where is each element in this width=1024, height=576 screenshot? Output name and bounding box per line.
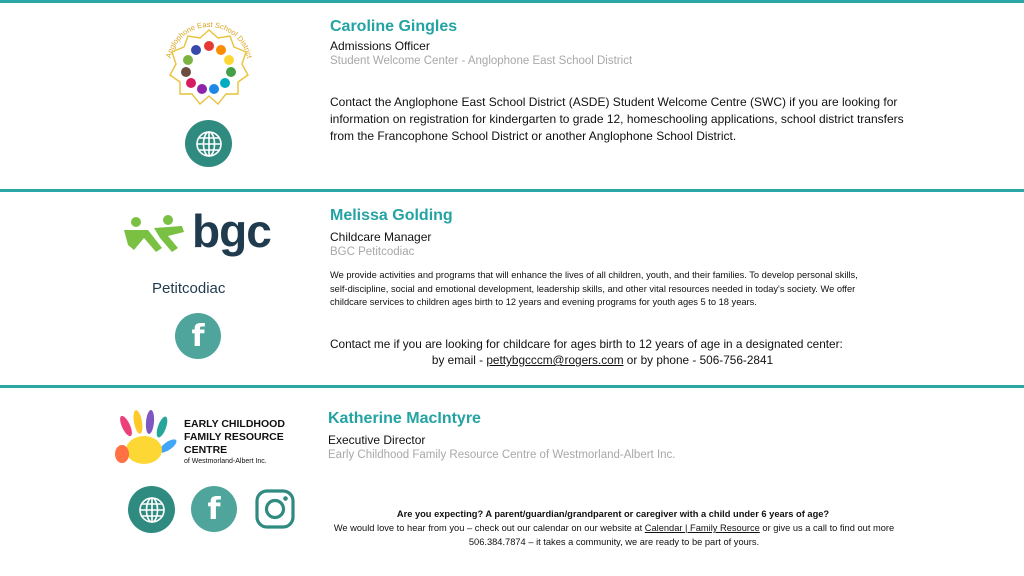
bgc-logo-location: Petitcodiac — [152, 280, 226, 297]
ecfrc-body-prefix: We would love to hear from you – check out our calendar on our website at — [333, 523, 645, 533]
contact-card-asd — [0, 0, 1024, 189]
handprint-icon — [112, 410, 178, 472]
contact-organization: Early Childhood Family Resource Centre of Westmorland-Albert Inc. — [328, 449, 676, 461]
contact-organization: Student Welcome Center - Anglophone East School District — [330, 55, 633, 67]
facebook-icon: f — [191, 318, 205, 354]
instagram-button[interactable] — [252, 486, 298, 532]
bgc-figures-icon — [122, 214, 188, 258]
asd-logo — [160, 22, 258, 108]
instagram-icon — [253, 487, 297, 531]
contact-card-bgc — [0, 192, 1024, 385]
ecfrc-question: Are you expecting? A parent/guardian/grandparent or caregiver with a child under 6 years of age? — [396, 509, 830, 519]
bgc-logo — [118, 205, 278, 274]
contact-description: Contact the Anglophone East School District (ASDE) Student Welcome Centre (SWC) if you are looking for information on registration for kindergarten to grade 12, homeschooling applications, school district transfers from the Francophone School District or another Anglophone School District. — [330, 95, 904, 143]
website-button[interactable] — [185, 120, 232, 167]
asd-logo-text: Anglophone East School District — [163, 22, 255, 60]
email-link[interactable]: pettybgcccm@rogers.com — [486, 353, 624, 367]
contact-role: Admissions Officer — [330, 39, 430, 53]
ecfrc-logo-sub: of Westmorland-Albert Inc. — [184, 458, 267, 465]
email-prefix: by email - — [431, 353, 487, 367]
contact-name: Caroline Gingles — [330, 18, 458, 35]
contact-role: Executive Director — [328, 433, 426, 447]
ecfrc-logo — [112, 410, 302, 472]
contact-organization: BGC Petitcodiac — [330, 246, 415, 258]
facebook-icon: f — [207, 491, 221, 527]
phone-text: or by phone - 506-756-2841 — [623, 353, 774, 367]
childcare-contact-details — [330, 352, 875, 368]
facebook-button[interactable] — [175, 313, 221, 359]
childcare-contact-line: Contact me if you are looking for childcare for ages birth to 12 years of age in a designated center: — [330, 337, 843, 351]
contact-card-ecfrc — [0, 388, 1024, 576]
globe-icon — [137, 495, 167, 525]
ecfrc-body — [328, 521, 900, 549]
contact-description: We provide activities and programs that will enhance the lives of all children, youth, and their families. To develop personal skills, self-discipline, social and emotional development, leadership skills, and other vital resources needed in today's society. We offer childcare services to children ages birth to 12 years and evening programs for youth ages 5 to 18 years. — [330, 270, 858, 307]
bgc-logo-wordmark: bgc — [192, 205, 271, 257]
globe-icon — [194, 129, 224, 159]
svg-text:Anglophone East School Distric — [164, 22, 254, 60]
contact-name: Katherine MacIntyre — [328, 410, 481, 427]
contact-name: Melissa Golding — [330, 207, 453, 224]
facebook-button[interactable] — [191, 486, 237, 532]
contact-role: Childcare Manager — [330, 230, 432, 244]
website-button[interactable] — [128, 486, 175, 533]
ecfrc-body-suffix: or give us a call to find out more 506.384.7874 – it takes a community, we are ready to be part of yours. — [468, 523, 895, 547]
ecfrc-logo-title: EARLY CHILDHOOD FAMILY RESOURCE CENTRE — [184, 418, 285, 456]
calendar-link[interactable]: Calendar | Family Resource — [644, 523, 760, 533]
